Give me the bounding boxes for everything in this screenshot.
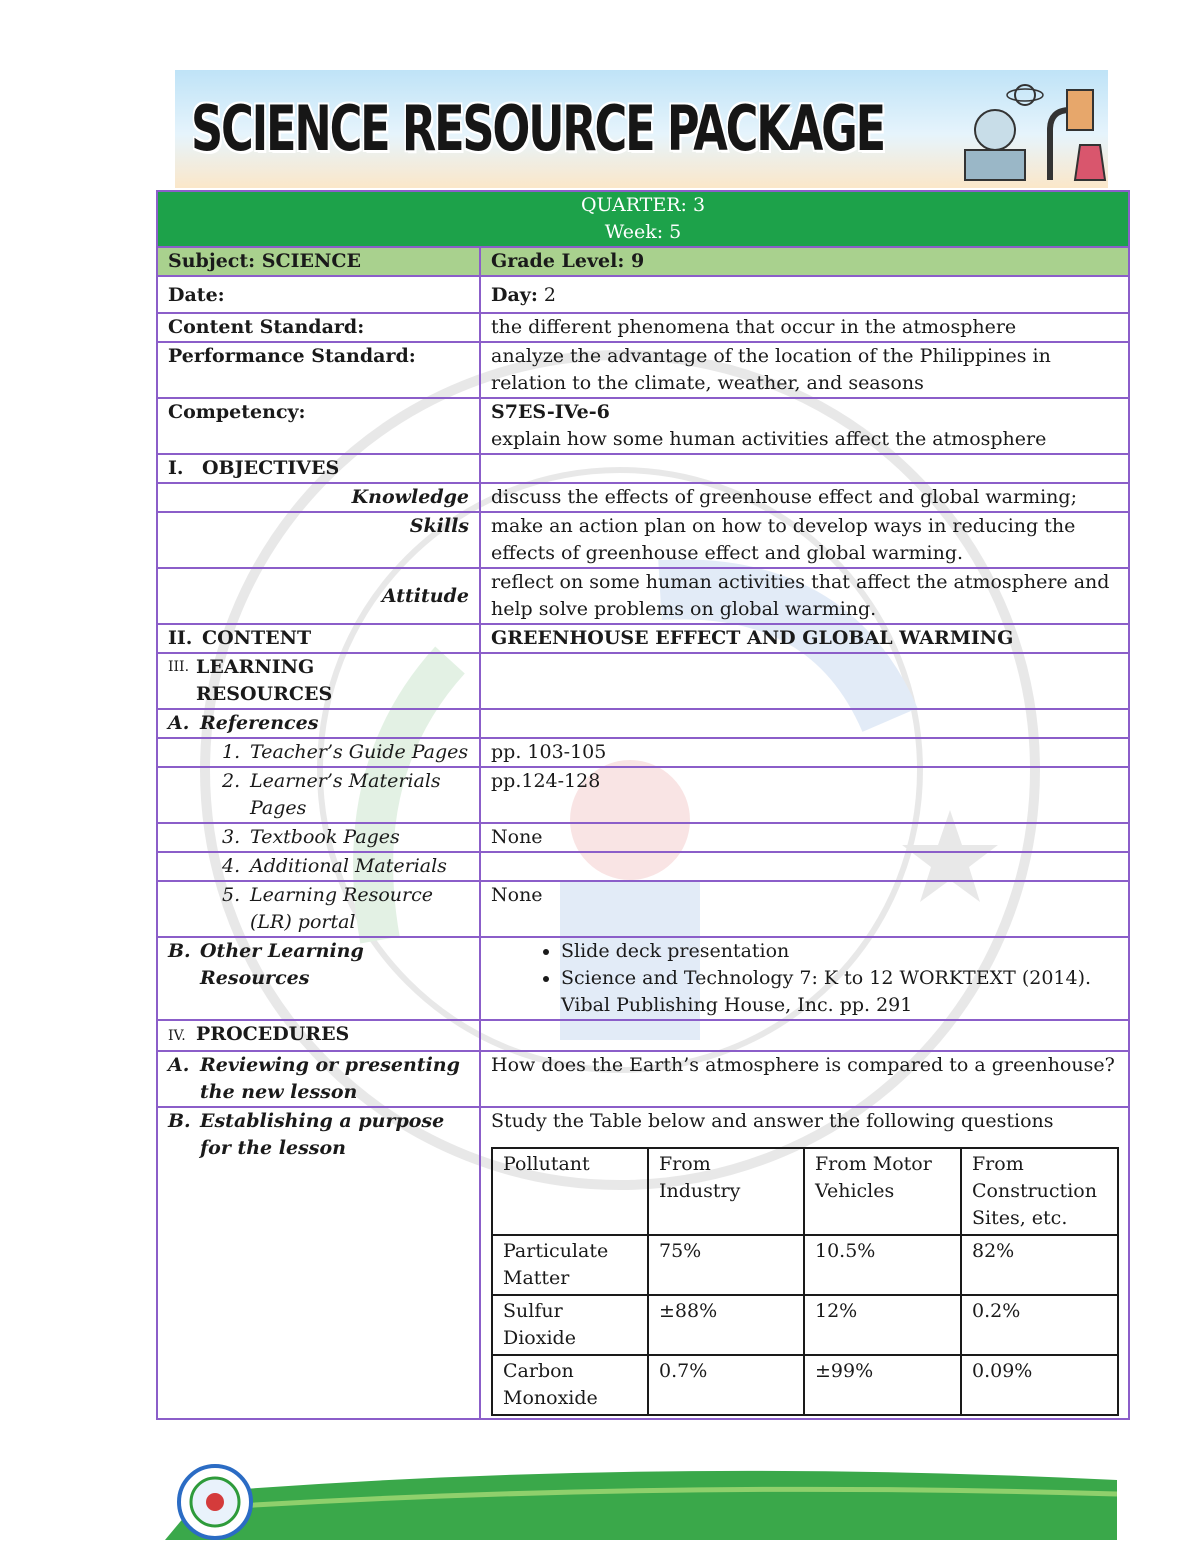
table-cell: Carbon Monoxide	[492, 1355, 648, 1415]
references-row	[157, 709, 1129, 738]
table-cell: 0.2%	[961, 1295, 1118, 1355]
textbook-pages-row	[157, 823, 1129, 852]
skills-value: make an action plan on how to develop ways in reducing the effects of greenhouse effect and global warming.	[480, 512, 1129, 568]
table-cell: Sulfur Dioxide	[492, 1295, 648, 1355]
subject-row	[157, 247, 1129, 276]
table-cell: 75%	[648, 1235, 804, 1295]
table-row	[492, 1295, 1118, 1355]
table-cell: 10.5%	[804, 1235, 961, 1295]
references-label: A. References	[157, 709, 480, 738]
learning-resources-heading-row	[157, 653, 1129, 709]
content-value: GREENHOUSE EFFECT AND GLOBAL WARMING	[480, 624, 1129, 653]
pollutant-table	[491, 1147, 1119, 1416]
textbook-pages-value: None	[480, 823, 1129, 852]
list-item: • Slide deck presentation	[561, 938, 1118, 965]
attitude-value: reflect on some human activities that affect the atmosphere and help solve problems on global warming.	[480, 568, 1129, 624]
day-cell	[480, 276, 1129, 313]
procedures-heading-row	[157, 1020, 1129, 1051]
objectives-heading-row	[157, 454, 1129, 483]
competency-value: explain how some human activities affect the atmosphere	[491, 428, 1047, 450]
quarter-row	[157, 191, 1129, 247]
day-label: Day:	[491, 284, 538, 306]
week-label: Week: 5	[604, 221, 682, 243]
quarter-label: QUARTER: 3	[580, 194, 706, 216]
lr-portal-row	[157, 881, 1129, 937]
table-header-cell: From Industry	[648, 1148, 804, 1235]
date-label: Date:	[157, 276, 480, 313]
lesson-plan	[156, 190, 1128, 1420]
additional-materials-label: 4. Additional Materials	[157, 852, 480, 881]
lr-portal-label: 5. Learning Resource (LR) portal	[157, 881, 480, 937]
subject-label: Subject: SCIENCE	[157, 247, 480, 276]
science-resource-package-banner	[175, 70, 1108, 188]
learners-materials-row	[157, 767, 1129, 823]
establishing-purpose-row	[157, 1107, 1129, 1419]
content-standard-label: Content Standard:	[157, 313, 480, 342]
objectives-heading: I. OBJECTIVES	[157, 454, 480, 483]
additional-materials-value	[480, 852, 1129, 881]
lesson-plan-table	[156, 190, 1130, 1420]
competency-cell	[480, 398, 1129, 454]
knowledge-label: Knowledge	[157, 483, 480, 512]
other-learning-resources-label: B. Other Learning Resources	[157, 937, 480, 1020]
attitude-label: Attitude	[157, 568, 480, 624]
teachers-guide-row	[157, 738, 1129, 767]
additional-materials-row	[157, 852, 1129, 881]
learners-materials-label: 2. Learner’s Materials Pages	[157, 767, 480, 823]
other-learning-resources-row	[157, 937, 1129, 1020]
competency-code: S7ES-IVe-6	[491, 401, 610, 423]
reviewing-lesson-value: How does the Earth’s atmosphere is compared to a greenhouse?	[480, 1051, 1129, 1107]
science-equipment-illustration	[955, 70, 1108, 188]
teachers-guide-label: 1. Teacher’s Guide Pages	[157, 738, 480, 767]
attitude-row	[157, 568, 1129, 624]
table-row	[492, 1235, 1118, 1295]
table-cell: ±99%	[804, 1355, 961, 1415]
lr-portal-value: None	[480, 881, 1129, 937]
textbook-pages-label: 3. Textbook Pages	[157, 823, 480, 852]
pollutant-table-header	[492, 1148, 1118, 1235]
teachers-guide-value: pp. 103-105	[480, 738, 1129, 767]
competency-row	[157, 398, 1129, 454]
table-cell: 82%	[961, 1235, 1118, 1295]
division-seal-logo	[179, 1466, 251, 1538]
grade-level-label: Grade Level: 9	[480, 247, 1129, 276]
competency-label: Competency:	[157, 398, 480, 454]
performance-standard-row	[157, 342, 1129, 398]
establishing-purpose-cell	[480, 1107, 1129, 1419]
banner-title: SCIENCE RESOURCE PACKAGE	[191, 92, 884, 165]
reviewing-lesson-label: A. Reviewing or presenting the new lesson	[157, 1051, 480, 1107]
table-row	[492, 1355, 1118, 1415]
table-cell: Particulate Matter	[492, 1235, 648, 1295]
table-cell: ±88%	[648, 1295, 804, 1355]
knowledge-value: discuss the effects of greenhouse effect and global warming;	[480, 483, 1129, 512]
date-row	[157, 276, 1129, 313]
performance-standard-value: analyze the advantage of the location of the Philippines in relation to the climate, weather, and seasons	[480, 342, 1129, 398]
table-header-cell: Pollutant	[492, 1148, 648, 1235]
other-learning-resources-list	[480, 937, 1129, 1020]
procedures-heading: IV. PROCEDURES	[157, 1020, 480, 1051]
establishing-purpose-label: B. Establishing a purpose for the lesson	[157, 1107, 480, 1419]
day-value: 2	[537, 284, 556, 306]
table-cell: 0.09%	[961, 1355, 1118, 1415]
table-cell: 0.7%	[648, 1355, 804, 1415]
list-item: • Science and Technology 7: K to 12 WORKTEXT (2014). Vibal Publishing House, Inc. pp. 291	[561, 965, 1118, 1019]
reviewing-lesson-row	[157, 1051, 1129, 1107]
content-standard-value: the different phenomena that occur in the atmosphere	[480, 313, 1129, 342]
content-standard-row	[157, 313, 1129, 342]
table-header-cell: From Construction Sites, etc.	[961, 1148, 1118, 1235]
table-header-cell: From Motor Vehicles	[804, 1148, 961, 1235]
content-heading: II. CONTENT	[157, 624, 480, 653]
performance-standard-label: Performance Standard:	[157, 342, 480, 398]
skills-label: Skills	[157, 512, 480, 568]
content-row	[157, 624, 1129, 653]
learners-materials-value: pp.124-128	[480, 767, 1129, 823]
learning-resources-heading: III. LEARNING RESOURCES	[157, 653, 480, 709]
skills-row	[157, 512, 1129, 568]
table-cell: 12%	[804, 1295, 961, 1355]
knowledge-row	[157, 483, 1129, 512]
establishing-purpose-value: Study the Table below and answer the following questions	[491, 1110, 1054, 1132]
footer-green-wave	[165, 1462, 1117, 1540]
